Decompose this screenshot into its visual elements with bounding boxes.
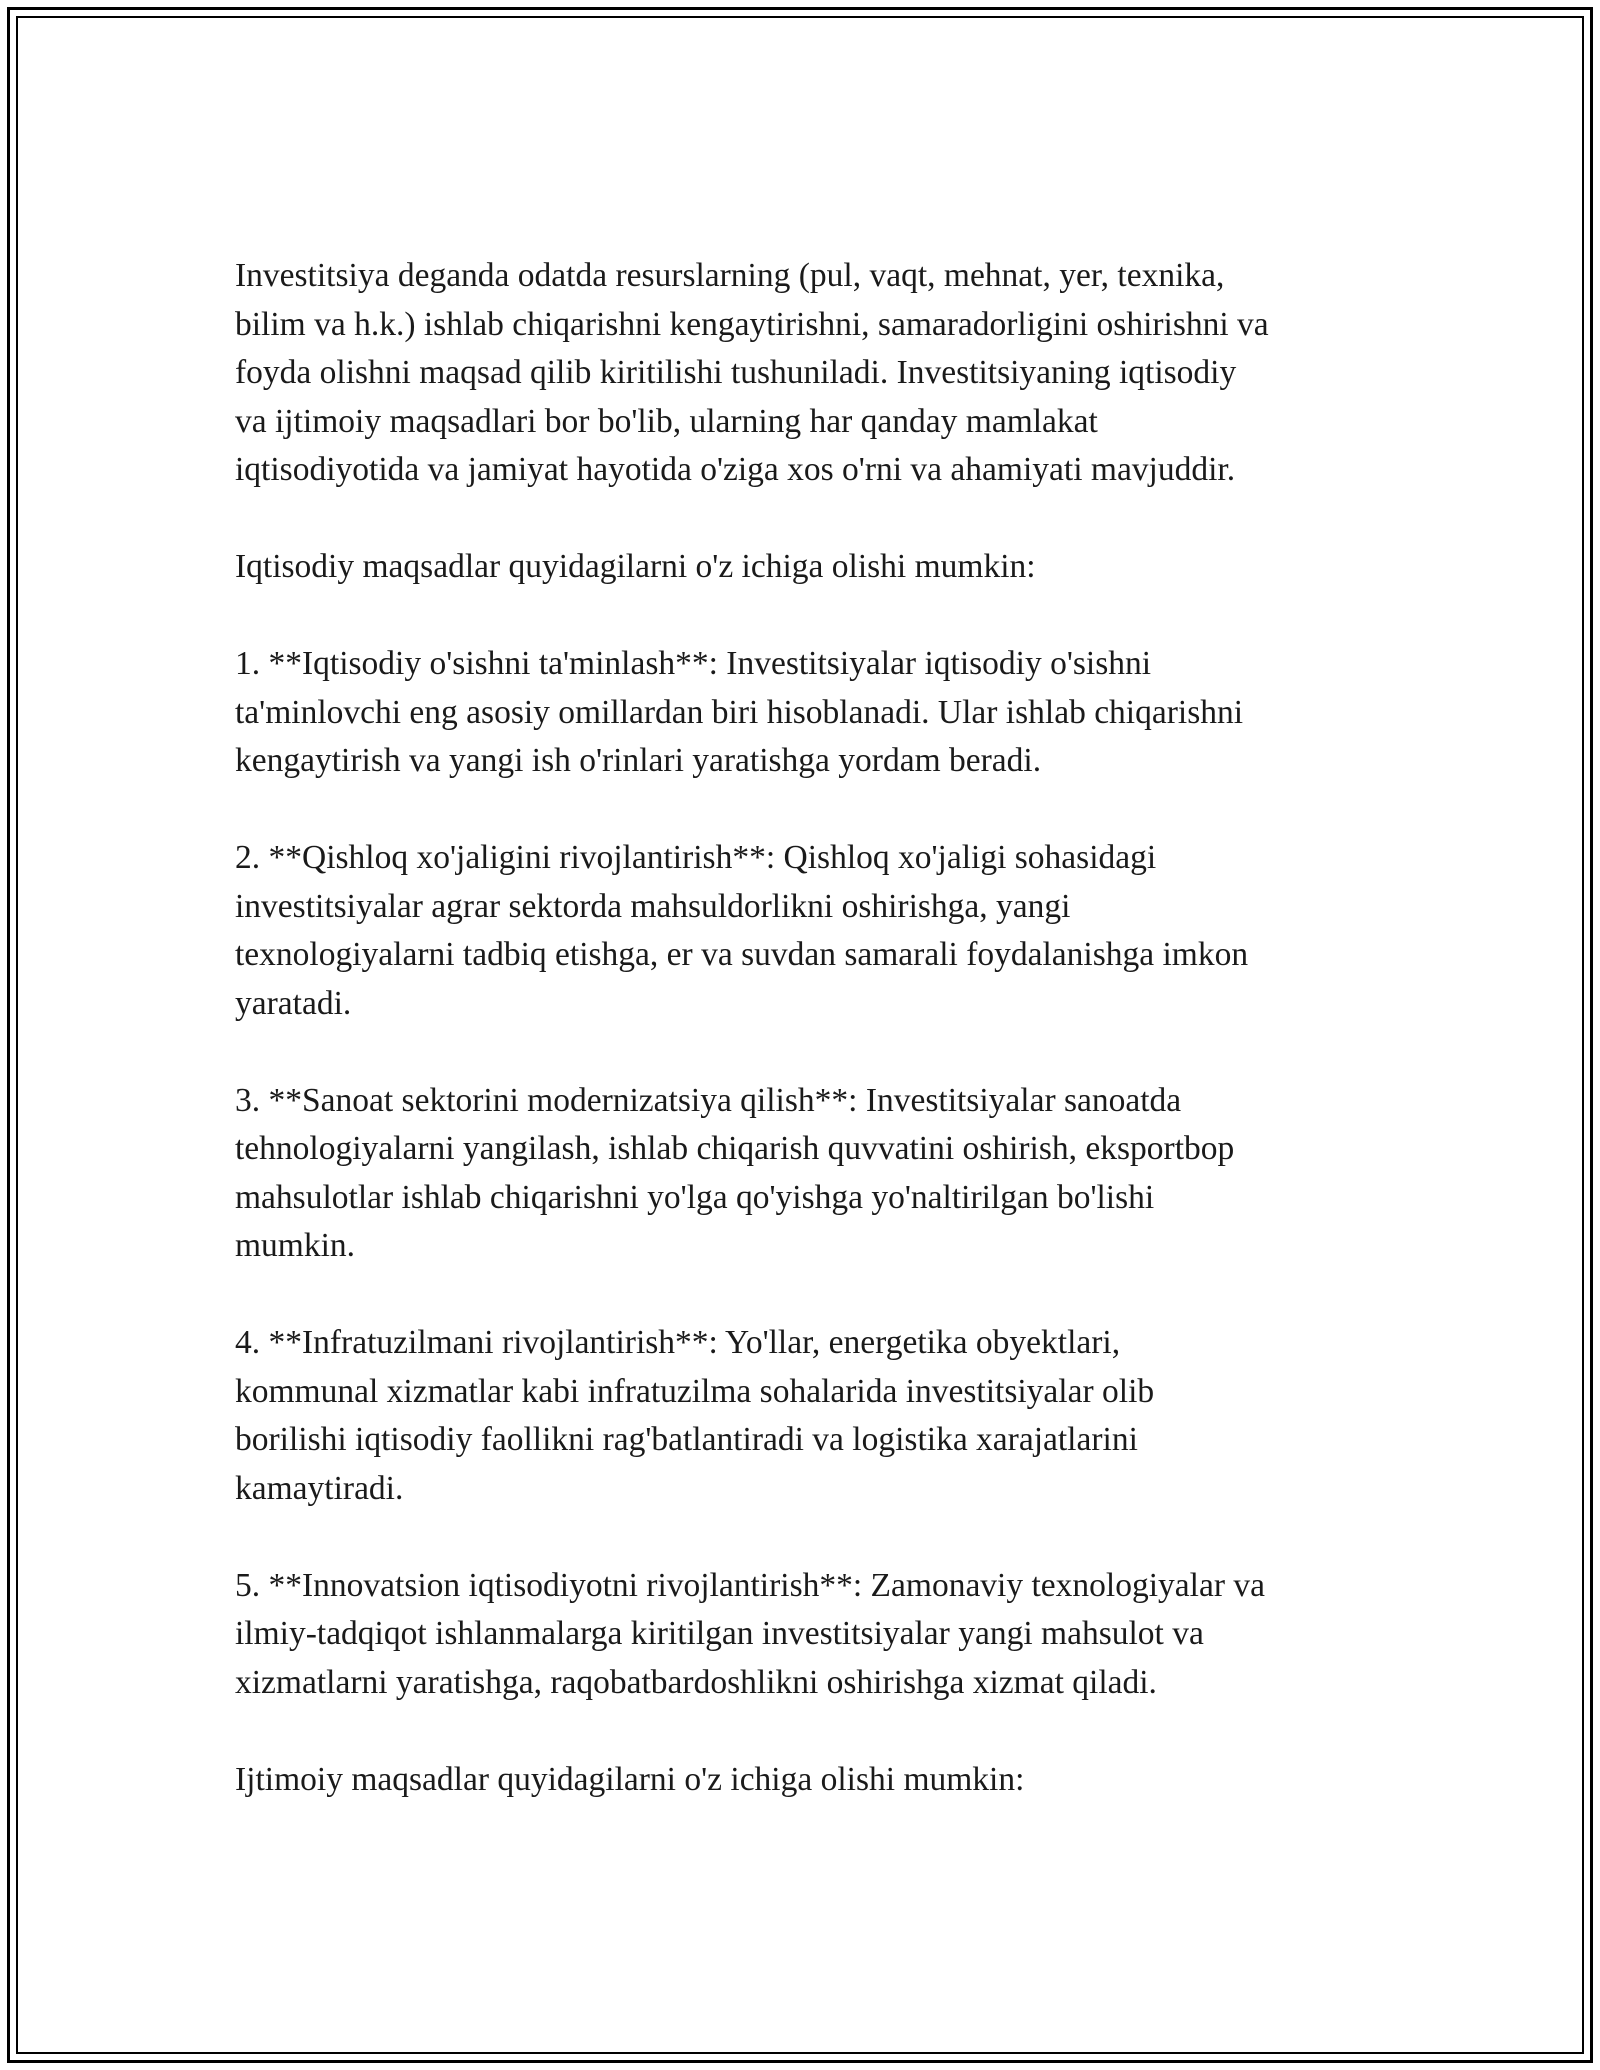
list-item-1: 1. **Iqtisodiy o'sishni ta'minlash**: Investitsiyalar iqtisodiy o'sishni ta'minlovchi eng asosiy omillardan biri hisoblanadi. Ular ishlab chiqarishni kengaytirish va yangi ish o'rinlari yaratishga yordam beradi. bbox=[235, 645, 1244, 779]
economic-goals-heading: Iqtisodiy maqsadlar quyidagilarni o'z ichiga olishi mumkin: bbox=[235, 548, 1036, 585]
list-item-4: 4. **Infratuzilmani rivojlantirish**: Yo'llar, energetika obyektlari, kommunal xizmatlar kabi infratuzilma sohalarida investitsiyalar olib borilishi iqtisodiy faollikni rag'batlantiradi va logistika xarajatlarini kamaytiradi. bbox=[235, 1324, 1155, 1507]
intro-paragraph: Investitsiya deganda odatda resurslarning (pul, vaqt, mehnat, yer, texnika, bilim va h.k.) ishlab chiqarishni kengaytirishni, samaradorligini oshirishni va foyda olishni maqsad qilib kiritilishi tushuniladi. Investitsiyaning iqtisodiy va ijtimoiy maqsadlari bor bo'lib, ularning har qanday mamlakat iqtisodiyotida va jamiyat hayotida o'ziga xos o'rni va ahamiyati mavjuddir. bbox=[235, 257, 1269, 488]
list-item-3: 3. **Sanoat sektorini modernizatsiya qilish**: Investitsiyalar sanoatda tehnologiyalarni yangilash, ishlab chiqarish quvvatini oshirish, eksportbop mahsulotlar ishlab chiqarishni yo'lga qo'yishga yo'naltirilgan bo'lishi mumkin. bbox=[235, 1081, 1235, 1264]
document-body bbox=[235, 252, 1385, 1853]
list-item-5: 5. **Innovatsion iqtisodiyotni rivojlantirish**: Zamonaviy texnologiyalar va ilmiy-tadqiqot ishlanmalarga kiritilgan investitsiyalar yangi mahsulot va xizmatlarni yaratishga, raqobatbardoshlikni oshirishga xizmat qiladi. bbox=[235, 1566, 1265, 1701]
list-item-2: 2. **Qishloq xo'jaligini rivojlantirish**: Qishloq xo'jaligi sohasidagi investitsiyalar agrar sektorda mahsuldorlikni oshirishga, yangi texnologiyalarni tadbiq etishga, er va suvdan samarali foydalanishga imkon yaratadi. bbox=[235, 839, 1249, 1022]
social-goals-heading: Ijtimoiy maqsadlar quyidagilarni o'z ichiga olishi mumkin: bbox=[235, 1760, 1025, 1798]
